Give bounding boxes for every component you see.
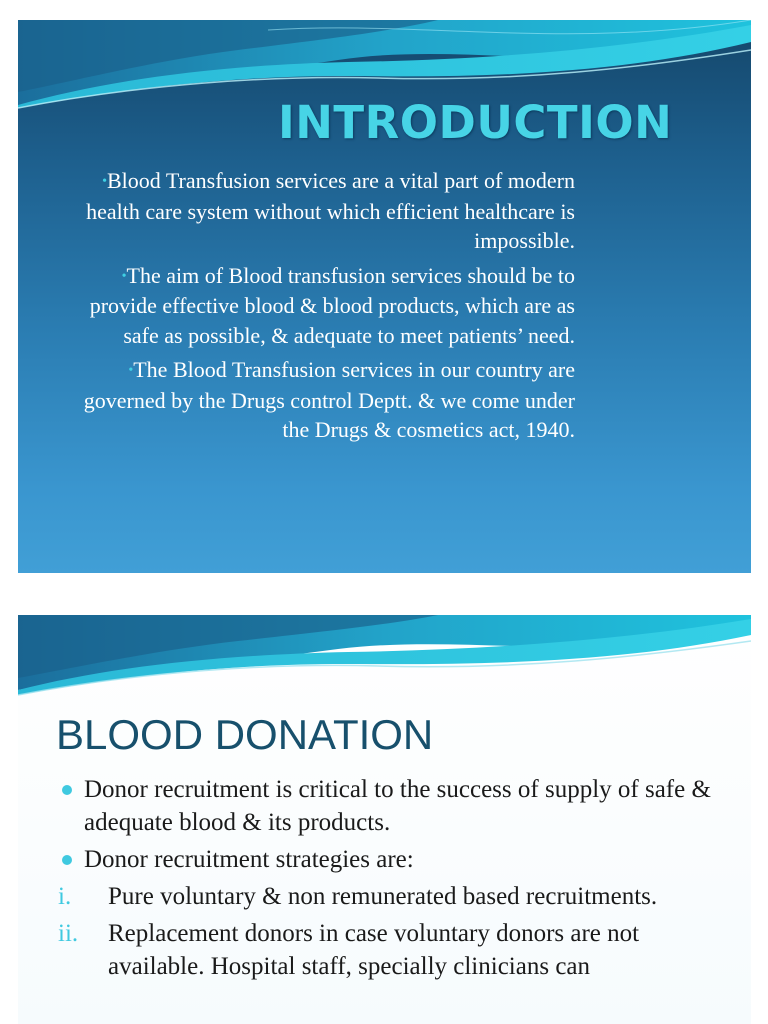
list-item — [58, 773, 718, 839]
bullet-text: Blood Transfusion services are a vital part of modern health care system without which efficient healthcare is impossible. — [86, 168, 575, 253]
bullet-icon: • — [128, 363, 134, 378]
wave-header-decoration — [18, 615, 751, 705]
list-item — [58, 843, 718, 876]
slide-blood-donation — [18, 615, 751, 1024]
bullet-text: The Blood Transfusion services in our country are governed by the Drugs control Deptt. & we come under the Drugs & cosmetics act, 1940. — [83, 357, 575, 442]
bullet-text: Donor recruitment strategies are: — [84, 846, 414, 873]
bullet-text: The aim of Blood transfusion services should be to provide effective blood & blood products, which are as safe as possible, & adequate to meet patients’ need. — [89, 262, 575, 348]
bullet-icon: • — [121, 268, 127, 284]
slide-body — [62, 166, 575, 450]
slide-title: INTRODUCTION — [278, 96, 673, 149]
list-number: i. — [58, 883, 72, 910]
bullet-icon — [62, 785, 72, 795]
bullet-text: Donor recruitment is critical to the success of supply of safe & adequate blood & its products. — [84, 776, 711, 836]
list-number: ii. — [58, 920, 79, 947]
slide-title: BLOOD DONATION — [56, 711, 434, 758]
bullet-icon — [62, 855, 72, 865]
bullet-paragraph — [62, 261, 575, 351]
numbered-text: Replacement donors in case voluntary donors are not available. Hospital staff, specially clinicians can — [108, 920, 640, 980]
numbered-text: Pure voluntary & non remunerated based recruitments. — [108, 883, 658, 910]
slide-introduction — [18, 20, 751, 573]
slide-body — [58, 773, 718, 987]
bullet-paragraph — [62, 166, 575, 256]
numbered-item — [58, 917, 718, 983]
numbered-item — [58, 880, 718, 913]
bullet-paragraph — [62, 355, 575, 445]
bullet-icon: • — [102, 174, 107, 189]
